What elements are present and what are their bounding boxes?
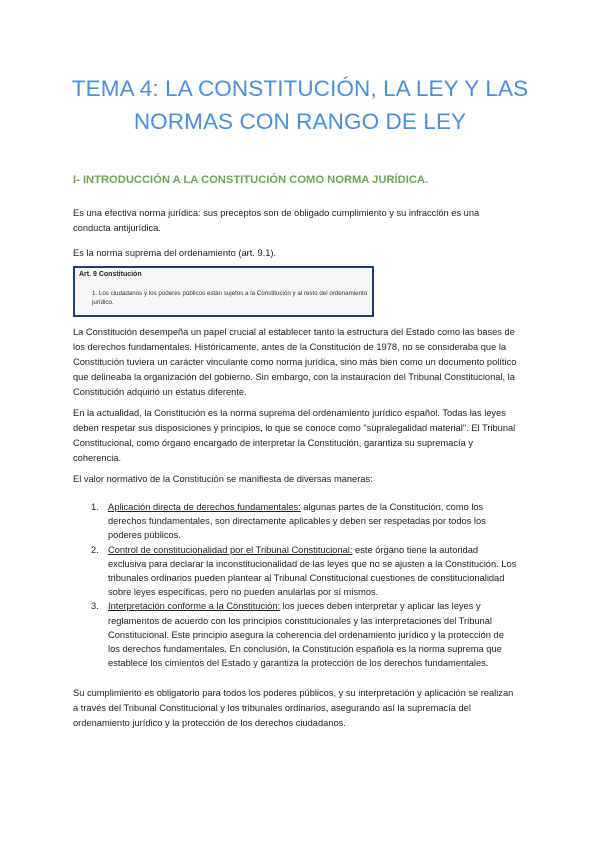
- list-item-number: 1.: [91, 502, 99, 512]
- list-item-text: algunas partes de la Constitución, como los derechos fundamentales, son directamente aplicables y deben ser respetadas por todos los poderes públicos.: [108, 502, 486, 541]
- list-item: [73, 500, 518, 543]
- article-quote-box: [73, 266, 374, 317]
- document-title: TEMA 4: LA CONSTITUCIÓN, LA LEY Y LAS NORMAS CON RANGO DE LEY: [71, 76, 529, 134]
- quote-box-body: 1. Los ciudadanos y los poderes públicos están sujetos a la Constitución y al resto del ordenamiento jurídico.: [92, 290, 368, 306]
- list-item-text: este órgano tiene la autoridad exclusiva para declarar la inconstitucionalidad de las leyes que no se ajusten a la Constitución. Los tribunales ordinarios pueden plantear al Tribunal Constitucional cuestiones de constitucionalidad sobre leyes específicas, pero no pueden anularlas por sí mismos.: [108, 544, 517, 598]
- paragraph-1: Es una efectiva norma jurídica: sus preceptos son de obligado cumplimiento y su infracción es una conducta antijurídica.: [73, 208, 480, 233]
- list-item-text: los jueces deben interpretar y aplicar las leyes y reglamentos de acuerdo con los principios constitucionales y las interpretaciones del Tribunal Constitucional. Este principio asegura la coherencia del ordenamiento jurídico y la protección de los derechos fundamentales. En conclusión, la Constitución española es la norma suprema que establece los cimientos del Estado y garantiza la protección de los derechos fundamentales.: [108, 601, 504, 669]
- list-item-lead: Aplicación directa de derechos fundamentales:: [108, 502, 301, 512]
- paragraph-6: Su cumplimiento es obligatorio para todos los poderes públicos, y su interpretación y aplicación se realizan a través del Tribunal Constitucional y los tribunales ordinarios, asegurando así la supremacía del ordenamiento jurídico y la protección de los derechos ciudadanos.: [73, 688, 514, 728]
- list-item: [73, 543, 518, 600]
- paragraph-4: En la actualidad, la Constitución es la norma suprema del ordenamiento jurídico español. Todas las leyes deben respetar sus disposiciones y principios, lo que se conoce como "supralegalidad material". El Tribunal Constitucional, como órgano encargado de interpretar la Constitución, garantiza su supremacía y coherencia.: [73, 408, 516, 463]
- section-heading: I- INTRODUCCIÓN A LA CONSTITUCIÓN COMO NORMA JURÍDICA.: [73, 174, 429, 186]
- list-item: [73, 599, 518, 670]
- list-item-lead: Control de constitucionalidad por el Tribunal Constitucional:: [108, 544, 353, 555]
- list-item-number: 2.: [91, 544, 99, 555]
- paragraph-2: Es la norma suprema del ordenamiento (art. 9.1).: [73, 248, 277, 258]
- quote-box-title: Art. 9 Constitución: [79, 271, 142, 278]
- list-item-number: 3.: [91, 601, 99, 612]
- paragraph-5: El valor normativo de la Constitución se manifiesta de diversas maneras:: [73, 474, 373, 484]
- normative-value-list: [73, 500, 518, 670]
- list-item-lead: Interpretación conforme a la Constitución:: [108, 601, 281, 612]
- paragraph-3: La Constitución desempeña un papel crucial al establecer tanto la estructura del Estado como las bases de los derechos fundamentales. Históricamente, antes de la Constitución de 1978, no se consideraba que la Constitución tuviera un carácter vinculante como norma jurídica, sino más bien como un documento político que delineaba la organización del gobierno. Sin embargo, con la instauración del Tribunal Constitucional, la Constitución adquirió un estatus diferente.: [73, 327, 517, 397]
